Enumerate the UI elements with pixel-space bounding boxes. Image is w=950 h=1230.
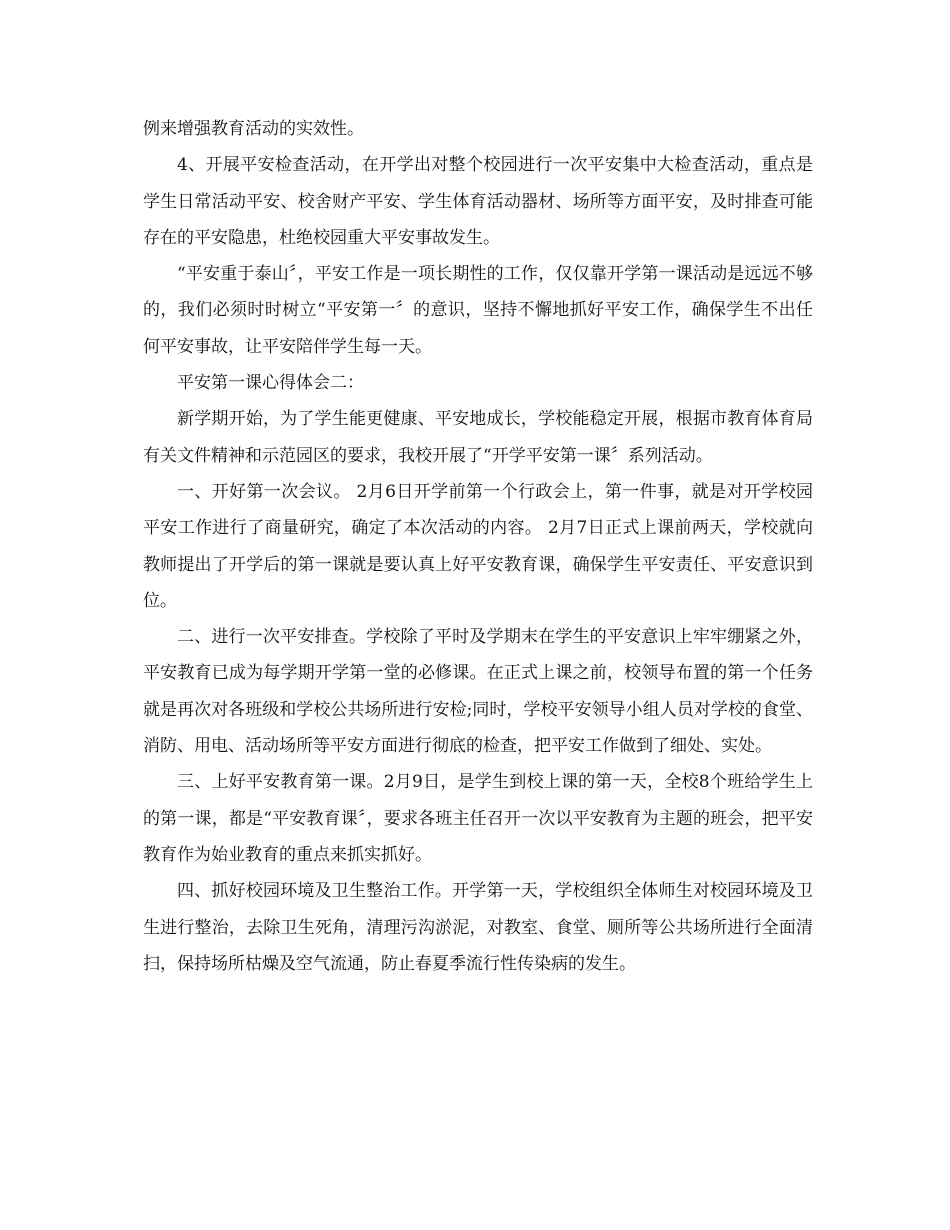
section-heading-part-two: 平安第一课心得体会二： <box>177 373 364 394</box>
document-page <box>143 111 813 982</box>
paragraph-safety-check: 二、进行一次平安排查。学校除了平时及学期末在学生的平安意识上牢牢绷紧之外，平安教育已成为每学期开学第一堂的必修课。在正式上课之前，校领导布置的第一个任务就是再次对各班级和学校公共场所进行安检;同时，学校平安领导小组人员对学校的食堂、消防、用电、活动场所等平安方面进行彻底的检查，把平安工作做到了细处、实处。 <box>143 627 813 757</box>
paragraph-continuation: 例来增强教育活动的实效性。 <box>143 119 364 139</box>
paragraph-first-meeting: 一、开好第一次会议。 2月6日开学前第一个行政会上，第一件事，就是对开学校园平安工作进行了商量研究，确定了本次活动的内容。 2月7日正式上课前两天，学校就向教师提出了开学后的第一课就是要认真上好平安教育课，确保学生平安责任、平安意识到位。 <box>143 481 813 611</box>
paragraph-safety-inspection: 4、开展平安检查活动，在开学出对整个校园进行一次平安集中大检查活动，重点是学生日常活动平安、校舍财产平安、学生体育活动器材、场所等方面平安，及时排查可能存在的平安隐患，杜绝校园重大平安事故发生。 <box>143 155 813 248</box>
paragraph-safety-first: “平安重于泰山〞，平安工作是一项长期性的工作，仅仅靠开学第一课活动是远远不够的，我们必须时时树立“平安第一〞的意识，坚持不懈地抓好平安工作，确保学生不出任何平安事故，让平安陪伴学生每一天。 <box>143 264 813 357</box>
paragraph-first-lesson: 三、上好平安教育第一课。2月9日，是学生到校上课的第一天，全校8个班给学生上的第一课，都是“平安教育课〞，要求各班主任召开一次以平安教育为主题的班会，把平安教育作为始业教育的重点来抓实抓好。 <box>143 772 813 865</box>
paragraph-intro: 新学期开始，为了学生能更健康、平安地成长，学校能稳定开展，根据市教育体育局有关文件精神和示范园区的要求，我校开展了“开学平安第一课〞系列活动。 <box>143 409 813 466</box>
paragraph-environment: 四、抓好校园环境及卫生整治工作。开学第一天，学校组织全体师生对校园环境及卫生进行整治，去除卫生死角，清理污沟淤泥，对教室、食堂、厕所等公共场所进行全面清扫，保持场所枯燥及空气流通，防止春夏季流行性传染病的发生。 <box>143 881 813 974</box>
